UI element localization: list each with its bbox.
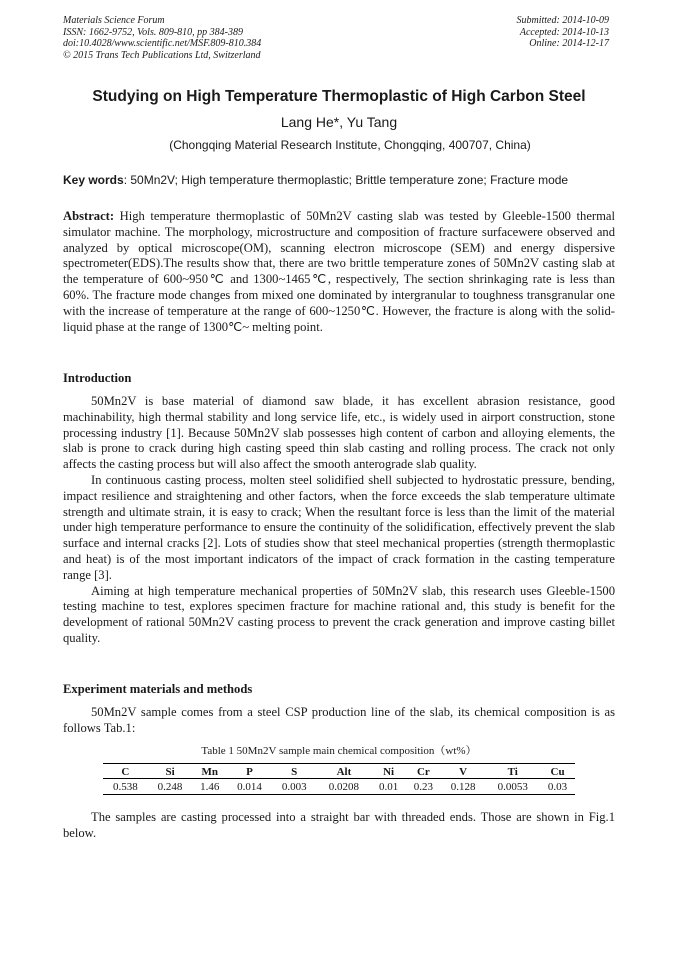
keywords-text: : 50Mn2V; High temperature thermoplastic; Brittle temperature zone; Fracture mode [123, 173, 569, 187]
abstract [63, 209, 615, 335]
table-cell: 0.003 [272, 779, 317, 795]
issn-line: ISSN: 1662-9752, Vols. 809-810, pp 384-389 [63, 26, 243, 38]
keywords [63, 173, 623, 187]
copyright-line: © 2015 Trans Tech Publications Ltd, Switzerland [63, 49, 261, 61]
table-cell: 0.0053 [485, 779, 540, 795]
table-cell: 0.0208 [317, 779, 372, 795]
journal-info [63, 15, 261, 61]
column-header: S [272, 764, 317, 779]
column-header: Mn [192, 764, 227, 779]
intro-paragraph: In continuous casting process, molten steel solidified shell subjected to hydrostatic pressure, bending, impact resilience and straightening and other factors, when the force exceeds the slab temperature ultimate strength and ultimate strain, it is easy to crack; When the resultant force is less than the limit of the material under high temperature performance to ensure the continuity of the solidification, effectively prevent the slab surface and internal cracks [2]. Lots of studies show that steel mechanical properties (strength thermoplastic and heat) is of the most important indicators of the impact of crack formation in the casting temperature range [3]. [63, 472, 615, 582]
submitted-date: Submitted: 2014-10-09 [516, 15, 609, 26]
table-cell: 0.03 [540, 779, 575, 795]
online-date: Online: 2014-12-17 [529, 38, 609, 49]
table-caption: Table 1 50Mn2V sample main chemical composition（wt%） [201, 745, 477, 757]
keywords-label: Key words [63, 173, 124, 187]
table-cell: 0.014 [227, 779, 272, 795]
intro-paragraph: Aiming at high temperature mechanical properties of 50Mn2V slab, this research uses Gleeble-1500 testing machine to test, explores specimen fracture for machine rational and, this study is benefit for the development of rational 50Mn2V casting process to prevent the crack generation and improve casting billet quality. [63, 583, 615, 645]
paper-title: Studying on High Temperature Thermoplastic of High Carbon Steel [92, 88, 586, 105]
column-header: Cr [406, 764, 441, 779]
table-header-row [103, 764, 575, 779]
table-cell: 0.248 [148, 779, 193, 795]
introduction-heading: Introduction [63, 371, 132, 385]
table-cell: 0.538 [103, 779, 148, 795]
column-header: Si [148, 764, 193, 779]
composition-table [103, 763, 575, 795]
affiliation: (Chongqing Material Research Institute, Chongqing, 400707, China) [169, 138, 531, 152]
column-header: Ni [371, 764, 406, 779]
authors: Lang He*, Yu Tang [280, 114, 398, 130]
column-header: P [227, 764, 272, 779]
column-header: Ti [485, 764, 540, 779]
closing-paragraph [63, 810, 615, 842]
journal-name: Materials Science Forum [63, 15, 165, 26]
abstract-text: High temperature thermoplastic of 50Mn2V casting slab was tested by Gleeble-1500 thermal simulator machine. The morphology, microstructure and composition of fracture surfacewere observed and analyzed by optical microscope(OM), scanning electron microscope (SEM) and energy dispersive spectrometer(EDS).The results show that, there are two brittle temperature zones of 50Mn2V casting slab at the temperature of 600~950℃ and 1300~1465℃, respectively, The section shrinkaging rate is less than 60%. The fracture mode changes from mixed one dominated by intergranular to toughness transgranular one with the increase of temperature at the range of 600~1250℃. However, the fracture is along with the solid-liquid phase at the range of 1300℃~ melting point. [63, 209, 615, 334]
column-header: Cu [540, 764, 575, 779]
submission-dates [517, 15, 610, 50]
closing-text: The samples are casting processed into a straight bar with threaded ends. Those are shown in Fig.1 below. [63, 810, 615, 840]
methods-heading: Experiment materials and methods [63, 682, 253, 696]
table-row [103, 779, 575, 795]
table-cell: 1.46 [192, 779, 227, 795]
introduction-body [63, 394, 615, 647]
doi-line: doi:10.4028/www.scientific.net/MSF.809-810.384 [63, 38, 262, 49]
table-cell: 0.128 [441, 779, 486, 795]
column-header: C [103, 764, 148, 779]
methods-paragraph: 50Mn2V sample comes from a steel CSP production line of the slab, its chemical composition is as follows Tab.1: [63, 705, 615, 735]
table-cell: 0.01 [371, 779, 406, 795]
intro-paragraph: 50Mn2V is base material of diamond saw blade, it has excellent abrasion resistance, good machinability, high thermal stability and long service life, etc., is widely used in airport construction, stone processing industry [1]. Because 50Mn2V slab possesses high content of carbon and alloying elements, the slab is prone to crack during high casting speed thin slab casting and rolling process. The crack not only affects the casting process but will also affect the smooth anterograde slab quality. [63, 394, 615, 472]
column-header: Alt [317, 764, 372, 779]
column-header: V [441, 764, 486, 779]
accepted-date: Accepted: 2014-10-13 [519, 26, 609, 38]
abstract-label: Abstract: [63, 209, 115, 223]
methods-body [63, 705, 615, 737]
table-cell: 0.23 [406, 779, 441, 795]
